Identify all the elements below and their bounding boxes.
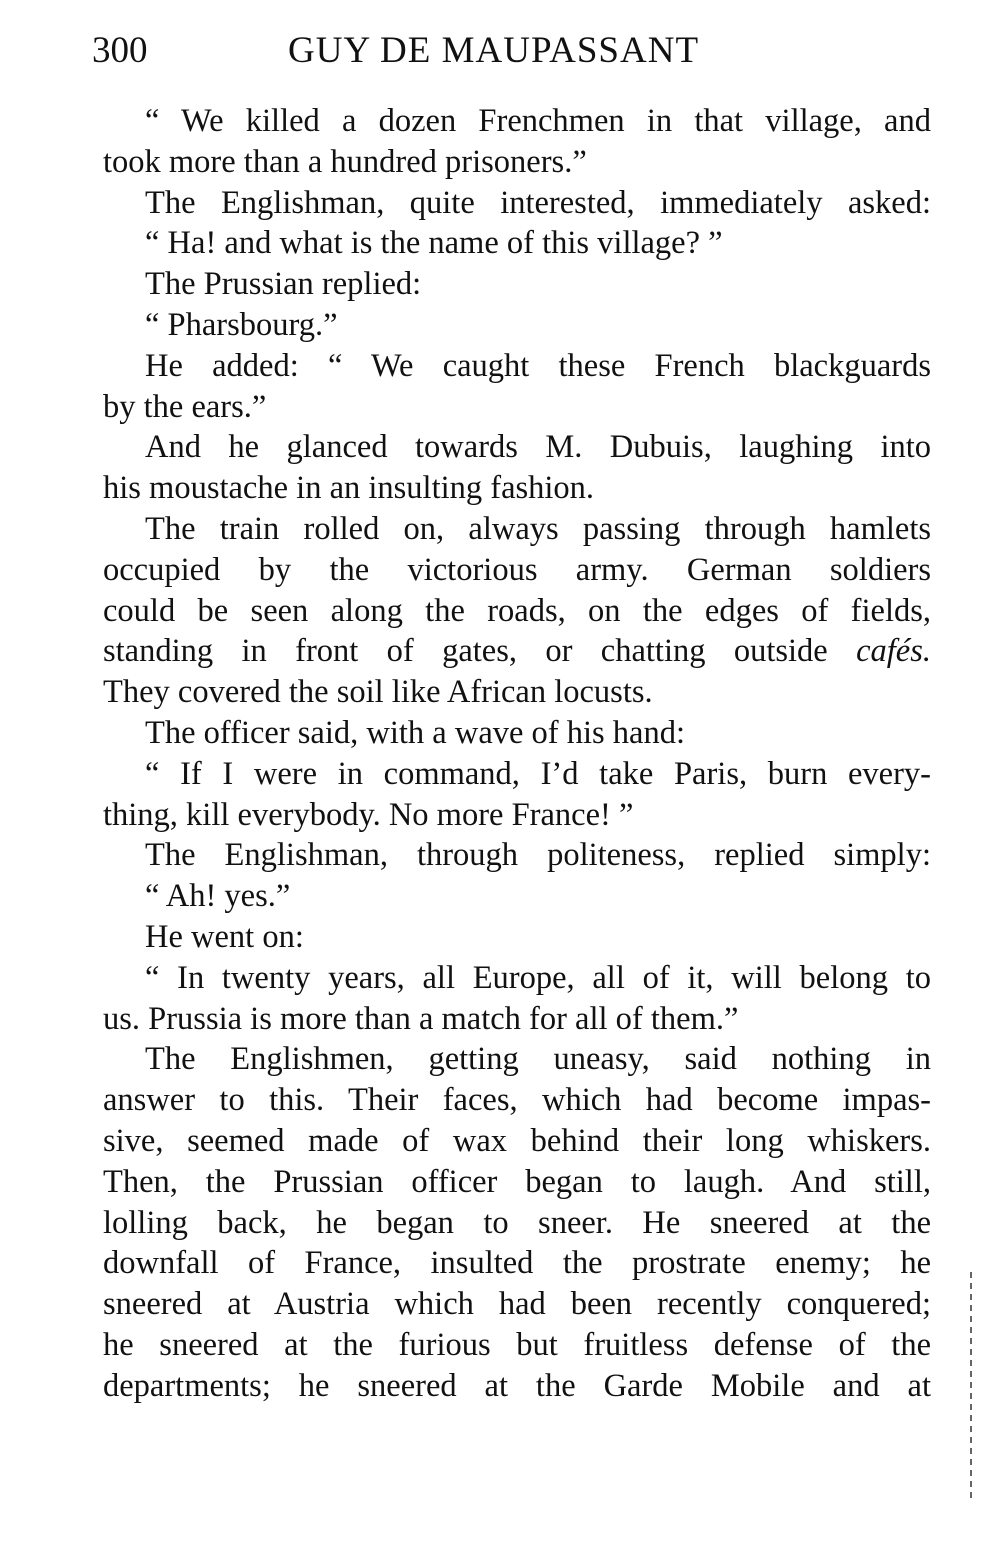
text-line: The officer said, with a wave of his hand: bbox=[145, 714, 685, 751]
text-line: sneered at Austria which had been recently conquered; bbox=[103, 1286, 931, 1323]
text-line: “ Pharsbourg.” bbox=[145, 306, 338, 343]
text-line: “ Ha! and what is the name of this village? ” bbox=[145, 225, 723, 262]
text-line: The train rolled on, always passing through hamlets bbox=[145, 510, 931, 547]
text-line: “ We killed a dozen Frenchmen in that village, and bbox=[145, 103, 931, 139]
text-line: lolling back, he began to sneer. He sneered at the bbox=[103, 1204, 931, 1241]
text-line: “ If I were in command, I’d take Paris, burn every- bbox=[145, 755, 931, 792]
text-line: by the ears.” bbox=[103, 388, 267, 425]
text-line: sive, seemed made of wax behind their long whiskers. bbox=[103, 1122, 931, 1159]
text-line: his moustache in an insulting fashion. bbox=[103, 470, 595, 507]
text-line: “ In twenty years, all Europe, all of it, will belong to bbox=[145, 959, 931, 996]
text-line: occupied by the victorious army. German soldiers bbox=[103, 551, 931, 588]
text-line: They covered the soil like African locusts. bbox=[103, 674, 653, 711]
text-line: us. Prussia is more than a match for all of them.” bbox=[103, 1000, 739, 1037]
running-title: GUY DE MAUPASSANT bbox=[288, 30, 700, 71]
margin-scan-mark bbox=[970, 1272, 972, 1502]
text-line: “ Ah! yes.” bbox=[145, 878, 291, 915]
text-line: The Englishman, quite interested, immediately asked: bbox=[145, 184, 931, 221]
text-line: And he glanced towards M. Dubuis, laughing into bbox=[145, 429, 931, 466]
italic-word: cafés. bbox=[856, 633, 931, 670]
text-line: The Englishman, through politeness, replied simply: bbox=[145, 837, 931, 874]
text-line: departments; he sneered at the Garde Mobile and at bbox=[103, 1367, 931, 1404]
text-line bbox=[103, 631, 931, 672]
text-line: The Englishmen, getting uneasy, said nothing in bbox=[145, 1041, 931, 1078]
page-number: 300 bbox=[92, 30, 148, 71]
running-head bbox=[92, 26, 932, 76]
text-line: thing, kill everybody. No more France! ” bbox=[103, 796, 634, 833]
text-line: The Prussian replied: bbox=[145, 266, 422, 303]
text-line-main: standing in front of gates, or chatting outside bbox=[103, 633, 828, 670]
text-line: He added: “ We caught these French blackguards bbox=[145, 347, 931, 384]
text-line: downfall of France, insulted the prostrate enemy; he bbox=[103, 1245, 931, 1282]
text-line: he sneered at the furious but fruitless defense of the bbox=[103, 1326, 931, 1363]
body-text bbox=[103, 101, 931, 1407]
text-line: answer to this. Their faces, which had become impas- bbox=[103, 1082, 931, 1119]
text-line: He went on: bbox=[145, 918, 304, 955]
text-line: took more than a hundred prisoners.” bbox=[103, 143, 587, 180]
text-line: Then, the Prussian officer began to laugh. And still, bbox=[103, 1163, 931, 1200]
text-line: could be seen along the roads, on the edges of fields, bbox=[103, 592, 931, 629]
